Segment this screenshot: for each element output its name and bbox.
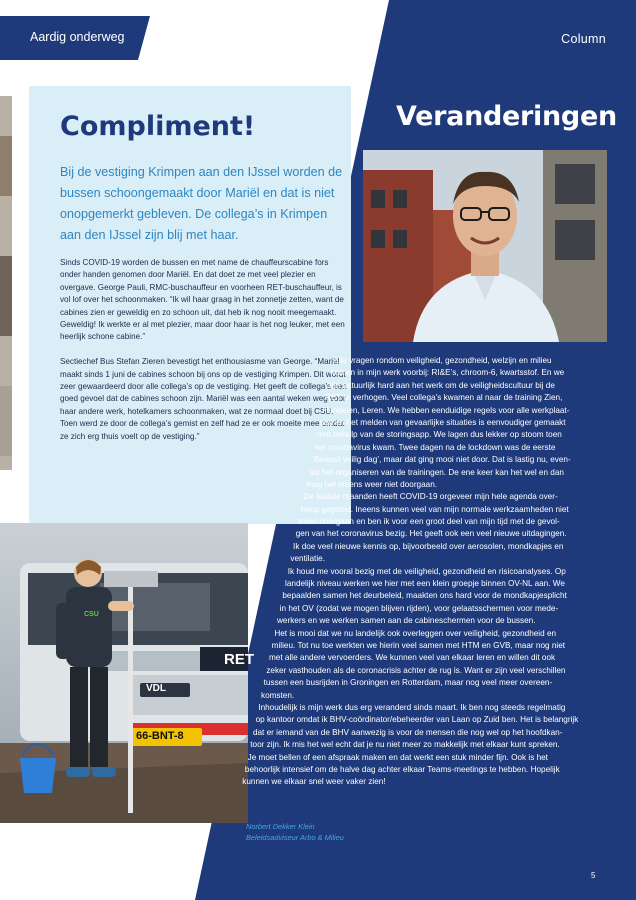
veranderingen-line: behoorlijk intensief om de halve dag achter elkaar Teams-meetings te hebben. Hopelijk <box>244 764 560 774</box>
veranderingen-line: komsten. <box>260 690 295 700</box>
bus-route-text: RET <box>224 651 254 668</box>
veranderingen-line: milieu. Tot nu toe werkten we hierin veel samen met HTM en GVB, maar nog niet <box>271 640 566 650</box>
worker-photo <box>0 523 254 823</box>
veranderingen-line: het coronavirus kwam. Twee dagen na de lockdown was de eerste <box>314 442 556 452</box>
compliment-lead: Bij de vestiging Krimpen aan den IJssel worden de bussen schoongemaakt door Mariël en dat is niet onopgemerkt gebleven. De collega’s in Krimpen aan den IJssel zijn blij met haar. <box>60 165 343 242</box>
veranderingen-line: Ik doe veel nieuwe kennis op, bijvoorbeeld over aerosolen, mondkapjes en <box>293 541 564 551</box>
veranderingen-line: zijn natuurlijk hard aan het werk om de veiligheidscultuur bij de <box>327 380 555 390</box>
veranderingen-line: tussen een busrijden in Groningen en Rotterdam, maar nog veel meer overeen- <box>263 678 553 688</box>
veranderingen-line: ventilatie. <box>290 554 325 564</box>
grille-logo-text: VDL <box>146 683 166 694</box>
veranderingen-line: kunnen we elkaar snel weer vaker zien! <box>242 777 386 787</box>
veranderingen-line: landelijk niveau werken we hier met een klein groepje binnen OV-NL aan. We <box>285 579 565 589</box>
veranderingen-line: Handelen, Leren. We hebben eenduidige regels voor alle werkplaat- <box>322 405 570 415</box>
portrait-photo <box>363 150 607 342</box>
veranderingen-line: gen van het coronavirus bezig. Het geeft ook een veel nieuwe uitdagingen. <box>295 529 567 539</box>
veranderingen-line: als het organiseren van de trainingen. De ene keer kan het wel en dan <box>309 467 564 477</box>
veranderingen-line: werkers en we werken samen aan de cabineschermen voor de bussen. <box>277 616 536 626</box>
veranderingen-line: in het OV (zodat we mogen blijven rijden), voor gelaatsschermen voor mede- <box>279 603 559 613</box>
veranderingen-line: Ik houd me vooral bezig met de veiligheid, gezondheid en risicoanalyses. Op <box>287 566 566 576</box>
column-label: Column <box>561 32 606 46</box>
signature-role: Beleidsadviseur Arbo & Milieu <box>246 833 344 842</box>
veranderingen-line: Alle vragen rondom veiligheid, gezondheid, welzijn en milieu <box>333 356 552 365</box>
veranderingen-line: ‘Bewust veilig dag’, maar dat ging mooi niet door. Dat is lastig nu, even- <box>311 455 571 465</box>
veranderingen-line: De laatste maanden heeft COVID-19 orgeveer mijn hele agenda over- <box>303 492 558 502</box>
veranderingen-line: mag het ineens weer niet doorgaan. <box>306 479 438 489</box>
veranderingen-line: dat er iemand van de BHV aanwezig is voor de mensen die nog wel op het hoofdkan- <box>252 727 563 737</box>
page-number: 5 <box>591 871 596 880</box>
veranderingen-line: met behulp van de storingsapp. We lagen dus lekker op stoom toen <box>317 430 562 440</box>
veranderingen-line: RET te verhogen. Veel collega’s kwamen al naar de training Zien, <box>325 393 563 403</box>
veranderingen-line: zeker vasthouden als de coronacrisis achter de rug is. Want er zijn veel verschillen <box>266 665 566 675</box>
veranderingen-line: Je moet bellen of een afspraak maken en dat werkt een stuk minder fijn. Ook is het <box>247 752 548 762</box>
license-plate: 66-BNT-8 <box>136 730 184 742</box>
veranderingen-body <box>230 355 628 789</box>
veranderingen-line: meer doorgaan en ben ik voor een groot deel van mijn tijd met de gevol- <box>298 517 560 527</box>
compliment-title: Compliment! <box>60 111 256 142</box>
veranderingen-line: Het is mooi dat we nu landelijk ook overleggen over veiligheid, gezondheid en <box>274 628 557 638</box>
section-label: Aardig onderweg <box>30 30 125 44</box>
compliment-paragraph: Sinds COVID-19 worden de bussen en met name de chauffeurscabine fors onder handen genomen door Mariël. En dat doet ze met veel plezier en overgave. George Pauli, RMC-buschauffeur en voorheen RET-buschauffeur, is vol lof over het schoonmaken. “Ik wil haar graag in het zonnetje zetten, want de cabines zien er geweldig en zo schoon uit, dat heb ik nog nooit meegemaakt. Geweldig! Ik werkte er al met plezier, maar door haar is het nog leuker, met een heerlijk schone cabine.” <box>60 258 345 342</box>
shirt-logo-text: CSU <box>84 611 99 618</box>
veranderingen-line: Inhoudelijk is mijn werk dus erg veranderd sinds maart. Ik ben nog steeds regelmatig <box>258 702 566 712</box>
veranderingen-line: toor zijn. Ik mis het wel echt dat je nu niet meer zo makkelijk met elkaar kunt spreken. <box>250 740 560 750</box>
veranderingen-line: komen in mijn werk voorbij: RI&E’s, chroom-6, kwartsstof. En we <box>330 368 565 378</box>
veranderingen-title: Veranderingen <box>396 101 617 132</box>
compliment-paragraph: Sectiechef Bus Stefan Zieren bevestigt het enthousiasme van George. “Mariël maakt sinds 1 juni de cabines schoon bij ons op de vestiging Krimpen. Dit wordt zeer gewaardeerd door alle collega’s op de vestiging. Het geeft de collega’s een goed gevoel dat de cabines schoon zijn. Mariël was een aantal weken weg voor haar andere werk, hotelkamers schoonmaken, wat ze normaal doet bij CSU. Toen werd ze door de collega’s gemist en zelf had ze er ook moeite mee omdat ze zich erg thuis voelt op de vestiging.” <box>60 357 347 441</box>
veranderingen-line: sen en het melden van gevaarlijke situaties is eenvoudiger gemaakt <box>319 417 566 427</box>
veranderingen-line: met alle andere vervoerders. We kunnen veel van elkaar leren en willen dit ook <box>268 653 556 663</box>
veranderingen-line: bepaalden samen het deurbeleid, maakten ons hard voor de mondkapjesplicht <box>282 591 567 601</box>
signature-name: Norbert Dekker Klein <box>246 822 315 831</box>
veranderingen-line: op kantoor omdat ik BHV-coördinator/ebeheerder van Laan op Zuid ben. Het is belangrijk <box>255 715 579 725</box>
edge-photo-strip <box>0 96 12 470</box>
veranderingen-line: hoop gegooid. Ineens kunnen veel van mijn normale werkzaamheden niet <box>301 504 569 514</box>
